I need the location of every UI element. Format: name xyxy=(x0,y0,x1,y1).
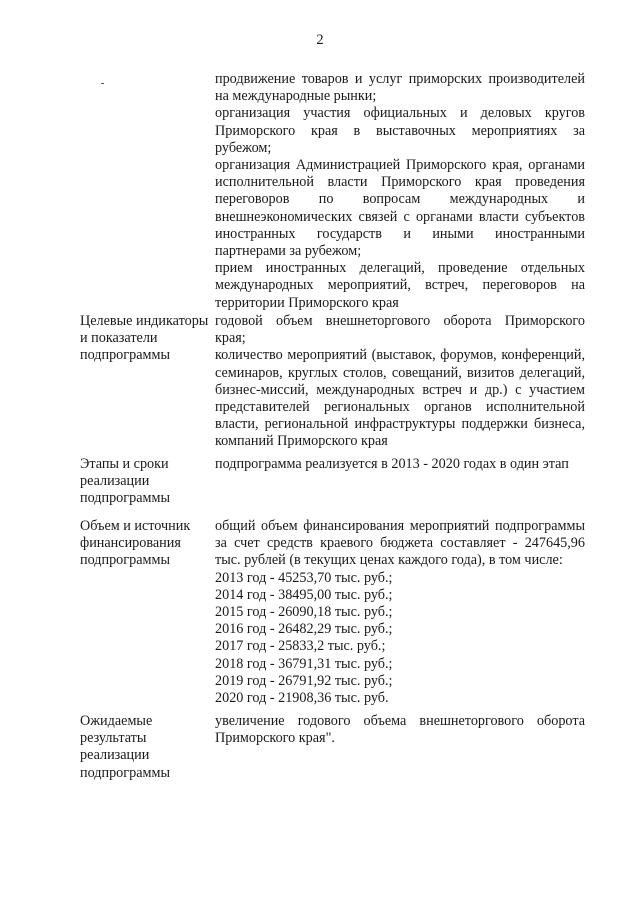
paragraph xyxy=(215,260,585,312)
paragraph xyxy=(215,604,585,621)
row-label xyxy=(80,518,214,570)
text-line: бизнес-миссий, международных встреч и др.) с участием xyxy=(215,381,585,398)
text-line: иностранных государств и иными иностранными xyxy=(215,225,585,242)
paragraph xyxy=(215,656,585,673)
row-label xyxy=(80,313,214,365)
text-line: власти, региональной инфраструктуры поддержки бизнеса, xyxy=(215,416,585,433)
text-line: 2017 год - 25833,2 тыс. руб.; xyxy=(215,638,386,655)
text-line: партнерами за рубежом; xyxy=(215,243,362,260)
label-line: подпрограммы xyxy=(80,347,170,364)
label-line: Целевые индикаторы xyxy=(80,313,209,329)
text-line: количество мероприятий (выставок, форумов, конференций, xyxy=(215,347,585,364)
text-line: подпрограмма реализуется в 2013 - 2020 годах в один этап xyxy=(215,456,569,472)
text-line: международных мероприятий, встреч, переговоров на xyxy=(215,277,585,294)
paragraph xyxy=(215,105,585,157)
text-line: организация участия официальных и деловых кругов xyxy=(215,105,585,122)
text-line: организация Администрацией Приморского края, органами xyxy=(215,157,585,174)
paragraph xyxy=(215,690,585,707)
text-line: годовой объем внешнеторгового оборота Приморского xyxy=(215,313,585,329)
text-line: края; xyxy=(215,330,246,347)
paragraph xyxy=(215,518,585,570)
text-line: исполнительной власти Приморского края проведения xyxy=(215,174,585,191)
text-line: 2014 год - 38495,00 тыс. руб.; xyxy=(215,586,393,603)
text-line: прием иностранных делегаций, проведение отдельных xyxy=(215,260,585,277)
text-line: семинаров, круглых столов, совещаний, визитов делегаций, xyxy=(215,364,585,381)
paragraph xyxy=(215,713,585,747)
row-content xyxy=(215,313,585,451)
label-line: реализации xyxy=(80,473,150,490)
text-line: 2015 год - 26090,18 тыс. руб.; xyxy=(215,604,393,621)
page-number: 2 xyxy=(316,32,324,48)
text-line: территории Приморского края xyxy=(215,294,399,311)
paragraph xyxy=(215,347,585,450)
label-line: Объем и источник xyxy=(80,518,191,534)
row-content xyxy=(215,518,585,707)
paragraph xyxy=(215,587,585,604)
text-line: общий объем финансирования мероприятий подпрограммы xyxy=(215,518,585,534)
label-line: подпрограммы xyxy=(80,552,170,569)
row-content xyxy=(215,456,585,473)
paragraph xyxy=(215,673,585,690)
label-line: Этапы и сроки xyxy=(80,456,169,472)
text-line: рубежом; xyxy=(215,139,272,156)
text-line: тыс. рублей (в текущих ценах каждого года), в том числе: xyxy=(215,552,563,569)
paragraph xyxy=(215,313,585,347)
text-line: продвижение товаров и услуг приморских производителей xyxy=(215,71,585,87)
paragraph xyxy=(215,570,585,587)
text-line: 2018 год - 36791,31 тыс. руб.; xyxy=(215,655,393,672)
text-line: компаний Приморского края xyxy=(215,433,388,450)
row-label xyxy=(80,713,214,782)
text-line: 2013 год - 45253,70 тыс. руб.; xyxy=(215,569,393,586)
text-line: представителей региональных органов исполнительной xyxy=(215,399,585,416)
label-line: результаты xyxy=(80,730,147,747)
row-label xyxy=(80,456,214,508)
text-line: Приморского края". xyxy=(215,730,335,747)
paragraph xyxy=(215,71,585,105)
label-line: подпрограммы xyxy=(80,490,170,507)
text-line: переговоров по вопросам международных и xyxy=(215,191,585,208)
label-line: реализации xyxy=(80,747,150,764)
paragraph xyxy=(215,621,585,638)
text-line: увеличение годового объема внешнеторгового оборота xyxy=(215,713,585,729)
text-line: 2019 год - 26791,92 тыс. руб.; xyxy=(215,672,393,689)
text-line: 2016 год - 26482,29 тыс. руб.; xyxy=(215,621,393,638)
label-line: подпрограммы xyxy=(80,764,170,781)
paragraph xyxy=(215,157,585,260)
paragraph xyxy=(215,638,585,655)
text-line: за счет средств краевого бюджета составляет - 247645,96 xyxy=(215,535,585,552)
label-line: Ожидаемые xyxy=(80,713,153,729)
row-content xyxy=(215,713,585,747)
label-line: и показатели xyxy=(80,330,158,347)
text-line: Приморского края в выставочных мероприятиях за xyxy=(215,122,585,139)
row-content xyxy=(215,71,585,312)
paragraph xyxy=(215,456,585,473)
stray-mark xyxy=(101,83,104,84)
text-line: на международные рынки; xyxy=(215,88,377,105)
text-line: 2020 год - 21908,36 тыс. руб. xyxy=(215,690,389,707)
label-line: финансирования xyxy=(80,535,181,552)
text-line: внешнеэкономических связей с органами власти субъектов xyxy=(215,208,585,225)
